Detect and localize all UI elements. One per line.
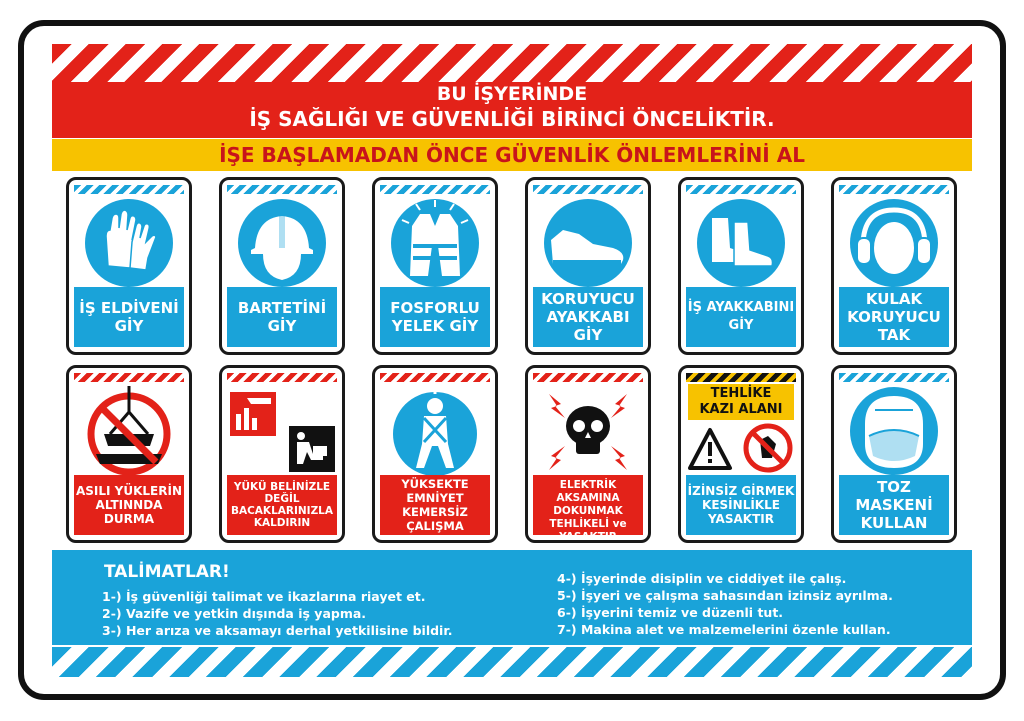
sign-text-line: TAK xyxy=(877,326,911,344)
sign-text-line: TEHLİKELİ ve YASAKTIR xyxy=(549,518,627,543)
sign-stripe-band xyxy=(380,373,490,382)
sign-use-dust-mask xyxy=(831,365,957,543)
sign-text-line: YÜKSEKTE xyxy=(401,477,469,491)
footer-hazard-stripes xyxy=(52,647,972,677)
sign-text-line: İŞ ELDİVENİ xyxy=(79,299,179,317)
sign-stripe-band xyxy=(380,185,490,194)
sign-wear-hard-hat xyxy=(219,177,345,355)
dust-mask-icon xyxy=(839,384,949,478)
sign-stripe-band xyxy=(227,373,337,382)
sign-text-line: YÜKÜ BELİNİZLE xyxy=(233,481,331,493)
lift-with-legs-icon xyxy=(227,384,337,478)
sign-stripe-band xyxy=(533,185,643,194)
excavation-danger-icon xyxy=(686,384,796,478)
sign-text-line: DEĞİL xyxy=(264,493,300,505)
sign-text-line: YELEK GİY xyxy=(391,317,479,335)
sign-text-line: KULAK xyxy=(865,290,923,308)
sign-label xyxy=(839,287,949,347)
instruction-item: 6-) İşyerini temiz ve düzenli tut. xyxy=(557,605,784,620)
sign-label xyxy=(227,287,337,347)
safety-vest-icon xyxy=(380,196,490,290)
header-line-1: BU İŞYERİNDE xyxy=(436,83,588,105)
sign-label xyxy=(686,475,796,535)
sign-stripe-band xyxy=(839,373,949,382)
banner-line: KAZI ALANI xyxy=(699,402,783,417)
instructions-right-column xyxy=(557,570,893,638)
sign-text-line: MASKENİ xyxy=(855,496,933,514)
sign-text-line: KORUYUCU xyxy=(541,290,635,308)
sign-text-line: GİY xyxy=(728,318,754,333)
sign-text-line: AYAKKABI xyxy=(546,308,630,326)
instruction-item: 3-) Her arıza ve aksamayı derhal yetkilisine bildir. xyxy=(102,623,453,638)
safety-harness-icon xyxy=(380,384,490,478)
sign-text-line: İŞ AYAKKABINI xyxy=(687,300,795,315)
header-line-2: İŞ SAĞLIĞI VE GÜVENLİĞİ BİRİNCİ ÖNCELİKTİR. xyxy=(249,107,775,131)
sign-text-line: GİY xyxy=(267,317,297,335)
sign-text-line: İZİNSİZ GİRMEK xyxy=(687,484,795,498)
instruction-item: 5-) İşyeri ve çalışma sahasından izinsiz ayrılma. xyxy=(557,588,893,603)
sign-stripe-band xyxy=(227,185,337,194)
sign-text-line: GİY xyxy=(114,317,144,335)
sign-label xyxy=(533,466,643,543)
sign-text-line: BARTETİNİ xyxy=(237,299,327,317)
sign-label xyxy=(533,287,643,347)
header-hazard-stripes xyxy=(52,44,972,86)
sign-lift-with-legs xyxy=(219,365,345,543)
instructions-panel xyxy=(52,550,972,645)
sign-electric-danger xyxy=(525,365,651,543)
sign-label xyxy=(686,287,796,347)
hard-hat-icon xyxy=(227,196,337,290)
sign-text-line: ALTINNDA xyxy=(95,498,163,512)
sign-stripe-band xyxy=(74,185,184,194)
sign-stripe-band xyxy=(839,185,949,194)
sign-stripe-band xyxy=(74,373,184,382)
sign-text-line: ÇALIŞMA xyxy=(406,519,464,533)
instruction-item: 1-) İş güvenliği talimat ve ikazlarına riayet et. xyxy=(102,589,426,604)
sign-text-line: KESİNLİKLE xyxy=(702,498,780,512)
sign-wear-protective-shoes xyxy=(525,177,651,355)
sign-label xyxy=(380,475,490,535)
banner-line: TEHLİKE xyxy=(710,386,772,401)
sign-text-line: KORUYUCU xyxy=(847,308,941,326)
header-subtitle: İŞE BAŞLAMADAN ÖNCE GÜVENLİK ÖNLEMLERİNİ AL xyxy=(52,139,972,171)
header-banner xyxy=(52,82,972,138)
electric-skull-icon xyxy=(533,384,643,478)
sign-label xyxy=(380,287,490,347)
sign-wear-vest xyxy=(372,177,498,355)
sign-no-standing-under-load xyxy=(66,365,192,543)
sign-text-line: FOSFORLU xyxy=(390,299,480,317)
sign-label xyxy=(74,287,184,347)
sign-text-line: KALDIRIN xyxy=(253,517,311,529)
gloves-icon xyxy=(74,196,184,290)
sign-wear-gloves xyxy=(66,177,192,355)
sign-label xyxy=(227,475,337,535)
instructions-left-column xyxy=(102,588,452,639)
instruction-item: 7-) Makina alet ve malzemelerini özenle kullan. xyxy=(557,622,891,637)
sign-text-line: BACAKLARINIZLA xyxy=(230,505,334,517)
sign-text-line: AKSAMINA DOKUNMAK xyxy=(553,492,623,517)
sign-text-line: EMNİYET KEMERSİZ xyxy=(402,491,468,519)
sign-stripe-band xyxy=(686,373,796,382)
instruction-item: 4-) İşyerinde disiplin ve ciddiyet ile çalış. xyxy=(557,571,847,586)
sign-text-line: YASAKTIR xyxy=(708,512,774,526)
sign-text-line: DURMA xyxy=(103,512,155,526)
instruction-item: 2-) Vazife ve yetkin dışında iş yapma. xyxy=(102,606,367,621)
sign-label xyxy=(839,475,949,535)
sign-stripe-band xyxy=(533,373,643,382)
sign-excavation-area xyxy=(678,365,804,543)
sign-text-line: GİY xyxy=(573,326,603,344)
safety-shoe-icon xyxy=(533,196,643,290)
ear-protection-icon xyxy=(839,196,949,290)
safety-boots-icon xyxy=(686,196,796,290)
suspended-load-prohibited-icon xyxy=(74,384,184,478)
sign-text-line: ASILI YÜKLERİN xyxy=(75,484,182,498)
sign-label xyxy=(74,475,184,535)
sign-wear-ear-protection xyxy=(831,177,957,355)
sign-text-line: KABLO ve ELEKTRİK xyxy=(559,466,617,491)
instructions-title: TALİMATLAR! xyxy=(104,562,230,582)
sign-wear-work-boots xyxy=(678,177,804,355)
sign-use-safety-harness xyxy=(372,365,498,543)
sign-text-line: KULLAN xyxy=(860,514,928,532)
sign-stripe-band xyxy=(686,185,796,194)
sign-text-line: TOZ xyxy=(877,478,911,496)
